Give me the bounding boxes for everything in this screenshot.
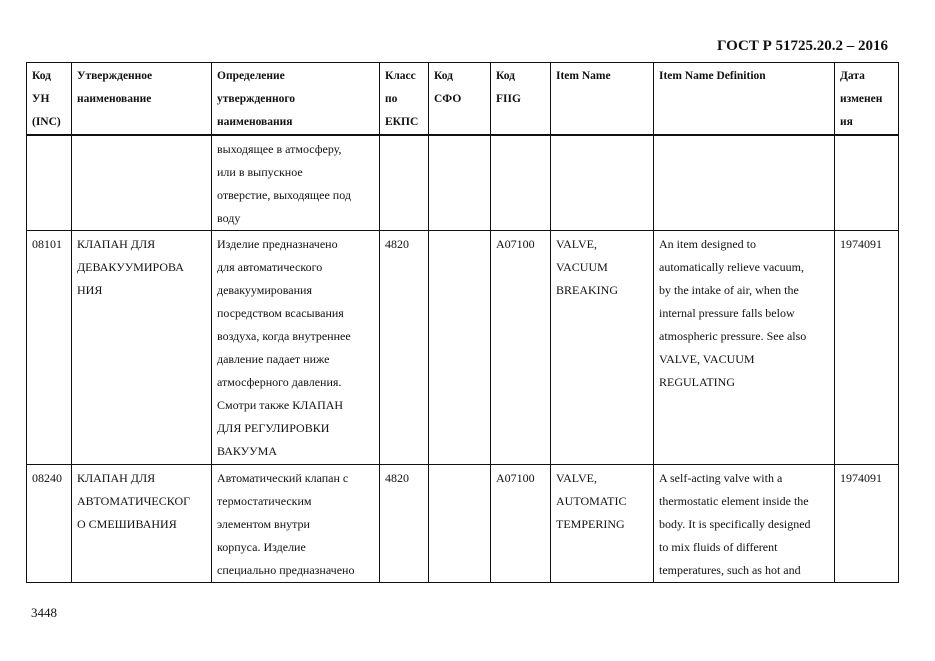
table-row: [27, 465, 899, 583]
cell-fiig-code: A07100: [491, 465, 551, 583]
header-change-date: Дата изменен ия: [835, 63, 899, 136]
cell-item-name: VALVE, AUTOMATIC TEMPERING: [551, 465, 654, 583]
header-ekps-class: Класс по ЕКПС: [380, 63, 429, 136]
cell-change-date: [835, 135, 899, 231]
cell-sfo-code: [429, 465, 491, 583]
header-definition: Определение утвержденного наименования: [212, 63, 380, 136]
cell-change-date: 1974091: [835, 465, 899, 583]
page-number: 3448: [31, 605, 57, 620]
classification-table: [26, 62, 899, 583]
cell-ekps-class: [380, 135, 429, 231]
header-sfo-code: Код СФО: [429, 63, 491, 136]
cell-approved-name: КЛАПАН ДЛЯ ДЕВАКУУМИРОВА НИЯ: [72, 231, 212, 465]
cell-definition: Автоматический клапан с термостатическим элементом внутри корпуса. Изделие специально предназначено: [212, 465, 380, 583]
cell-fiig-code: A07100: [491, 231, 551, 465]
cell-item-name: [551, 135, 654, 231]
cell-item-definition: [654, 135, 835, 231]
cell-approved-name: [72, 135, 212, 231]
cell-inc-code: 08240: [27, 465, 72, 583]
header-item-name: Item Name: [551, 63, 654, 136]
cell-approved-name: КЛАПАН ДЛЯ АВТОМАТИЧЕСКОГ О СМЕШИВАНИЯ: [72, 465, 212, 583]
table-row: [27, 231, 899, 465]
cell-item-name: VALVE, VACUUM BREAKING: [551, 231, 654, 465]
cell-sfo-code: [429, 231, 491, 465]
cell-ekps-class: 4820: [380, 231, 429, 465]
cell-ekps-class: 4820: [380, 465, 429, 583]
header-inc-code: Код УН (INC): [27, 63, 72, 136]
cell-sfo-code: [429, 135, 491, 231]
cell-item-definition: An item designed to automatically relieve vacuum, by the intake of air, when the internal pressure falls below atmospheric pressure. See also VALVE, VACUUM REGULATING: [654, 231, 835, 465]
document-title: ГОСТ Р 51725.20.2 – 2016: [716, 38, 888, 54]
cell-definition: Изделие предназначено для автоматического девакуумирования посредством всасывания воздуха, когда внутреннее давление падает ниже атмосферного давления. Смотри также КЛАПАН ДЛЯ РЕГУЛИРОВКИ ВАКУУМА: [212, 231, 380, 465]
table-header-row: [27, 63, 899, 136]
header-item-definition: Item Name Definition: [654, 63, 835, 136]
cell-change-date: 1974091: [835, 231, 899, 465]
cell-inc-code: [27, 135, 72, 231]
cell-inc-code: 08101: [27, 231, 72, 465]
cell-item-definition: A self-acting valve with a thermostatic element inside the body. It is specifically designed to mix fluids of different temperatures, such as hot and: [654, 465, 835, 583]
header-approved-name: Утвержденное наименование: [72, 63, 212, 136]
cell-fiig-code: [491, 135, 551, 231]
table-row: [27, 135, 899, 231]
header-fiig-code: Код FIIG: [491, 63, 551, 136]
cell-definition: выходящее в атмосферу, или в выпускное отверстие, выходящее под воду: [212, 135, 380, 231]
